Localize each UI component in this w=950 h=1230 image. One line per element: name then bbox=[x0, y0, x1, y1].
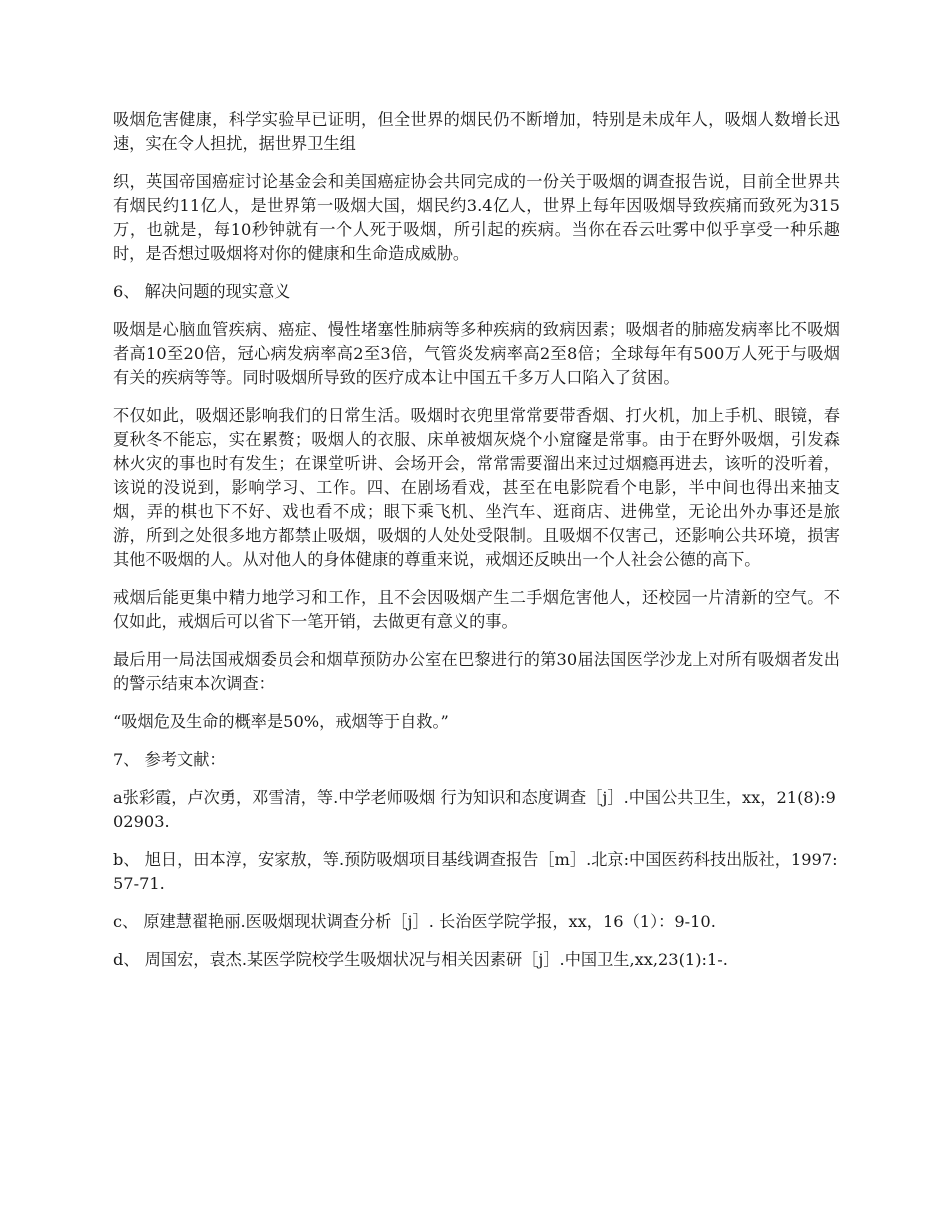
reference-item-d: d、 周国宏，袁杰.某医学院校学生吸烟状况与相关因素研［j］.中国卫生,xx,23(1):1-. bbox=[113, 950, 728, 969]
document-body bbox=[113, 108, 840, 986]
reference-item-b: b、 旭日，田本淳，安家敖，等.预防吸烟项目基线调查报告［m］.北京:中国医药科技出版社，1997:57-71. bbox=[113, 850, 838, 893]
section-6-paragraph-3: 戒烟后能更集中精力地学习和工作，且不会因吸烟产生二手烟危害他人，还校园一片清新的空气。不仅如此，戒烟后可以省下一笔开销，去做更有意义的事。 bbox=[113, 588, 840, 631]
reference-item-a: a张彩霞，卢次勇，邓雪清，等.中学老师吸烟 行为知识和态度调查［j］.中国公共卫生，xx，21(8):902903. bbox=[113, 788, 836, 831]
section-7-heading: 7、 参考文献： bbox=[113, 750, 226, 769]
intro-paragraph-1: 吸烟危害健康，科学实验早已证明，但全世界的烟民仍不断增加，特别是未成年人，吸烟人数增长迅速，实在令人担扰，据世界卫生组 bbox=[113, 110, 840, 153]
section-6-quote: “吸烟危及生命的概率是50%，戒烟等于自救。” bbox=[113, 712, 449, 731]
reference-item-c: c、 原建慧翟艳丽.医吸烟现状调查分析［j］. 长治医学院学报，xx，16（1）：9-10. bbox=[113, 912, 716, 931]
section-6-paragraph-2: 不仅如此，吸烟还影响我们的日常生活。吸烟时衣兜里常常要带香烟、打火机，加上手机、眼镜，春夏秋冬不能忘，实在累赘；吸烟人的衣服、床单被烟灰烧个小窟窿是常事。由于在野外吸烟，引发森林火灾的事也时有发生；在课堂听讲、会场开会，常常需要溜出来过过烟瘾再进去，该听的没听着，该说的没说到，影响学习、工作。四、在剧场看戏，甚至在电影院看个电影，半中间也得出来抽支烟，弄的棋也下不好、戏也看不成；眼下乘飞机、坐汽车、逛商店、进佛堂，无论出外办事还是旅游，所到之处很多地方都禁止吸烟，吸烟的人处处受限制。且吸烟不仅害己，还影响公共环境，损害其他不吸烟的人。从对他人的身体健康的尊重来说，戒烟还反映出一个人社会公德的高下。 bbox=[113, 406, 840, 569]
section-6-heading: 6、 解决问题的现实意义 bbox=[113, 282, 291, 301]
section-6-paragraph-4: 最后用一局法国戒烟委员会和烟草预防办公室在巴黎进行的第30届法国医学沙龙上对所有吸烟者发出的警示结束本次调查： bbox=[113, 650, 840, 693]
section-6-paragraph-1: 吸烟是心脑血管疾病、癌症、慢性堵塞性肺病等多种疾病的致病因素；吸烟者的肺癌发病率比不吸烟者高10至20倍，冠心病发病率高2至3倍，气管炎发病率高2至8倍；全球每年有500万人死于与吸烟有关的疾病等等。同时吸烟所导致的医疗成本让中国五千多万人口陷入了贫困。 bbox=[113, 320, 840, 387]
intro-paragraph-2: 织，英国帝国癌症讨论基金会和美国癌症协会共同完成的一份关于吸烟的调查报告说，目前全世界共有烟民约11亿人，是世界第一吸烟大国，烟民约3.4亿人，世界上每年因吸烟导致疾痛而致死为315万，也就是，每10秒钟就有一个人死于吸烟，所引起的疾病。当你在吞云吐雾中似乎享受一种乐趣时，是否想过吸烟将对你的健康和生命造成威胁。 bbox=[113, 172, 840, 263]
